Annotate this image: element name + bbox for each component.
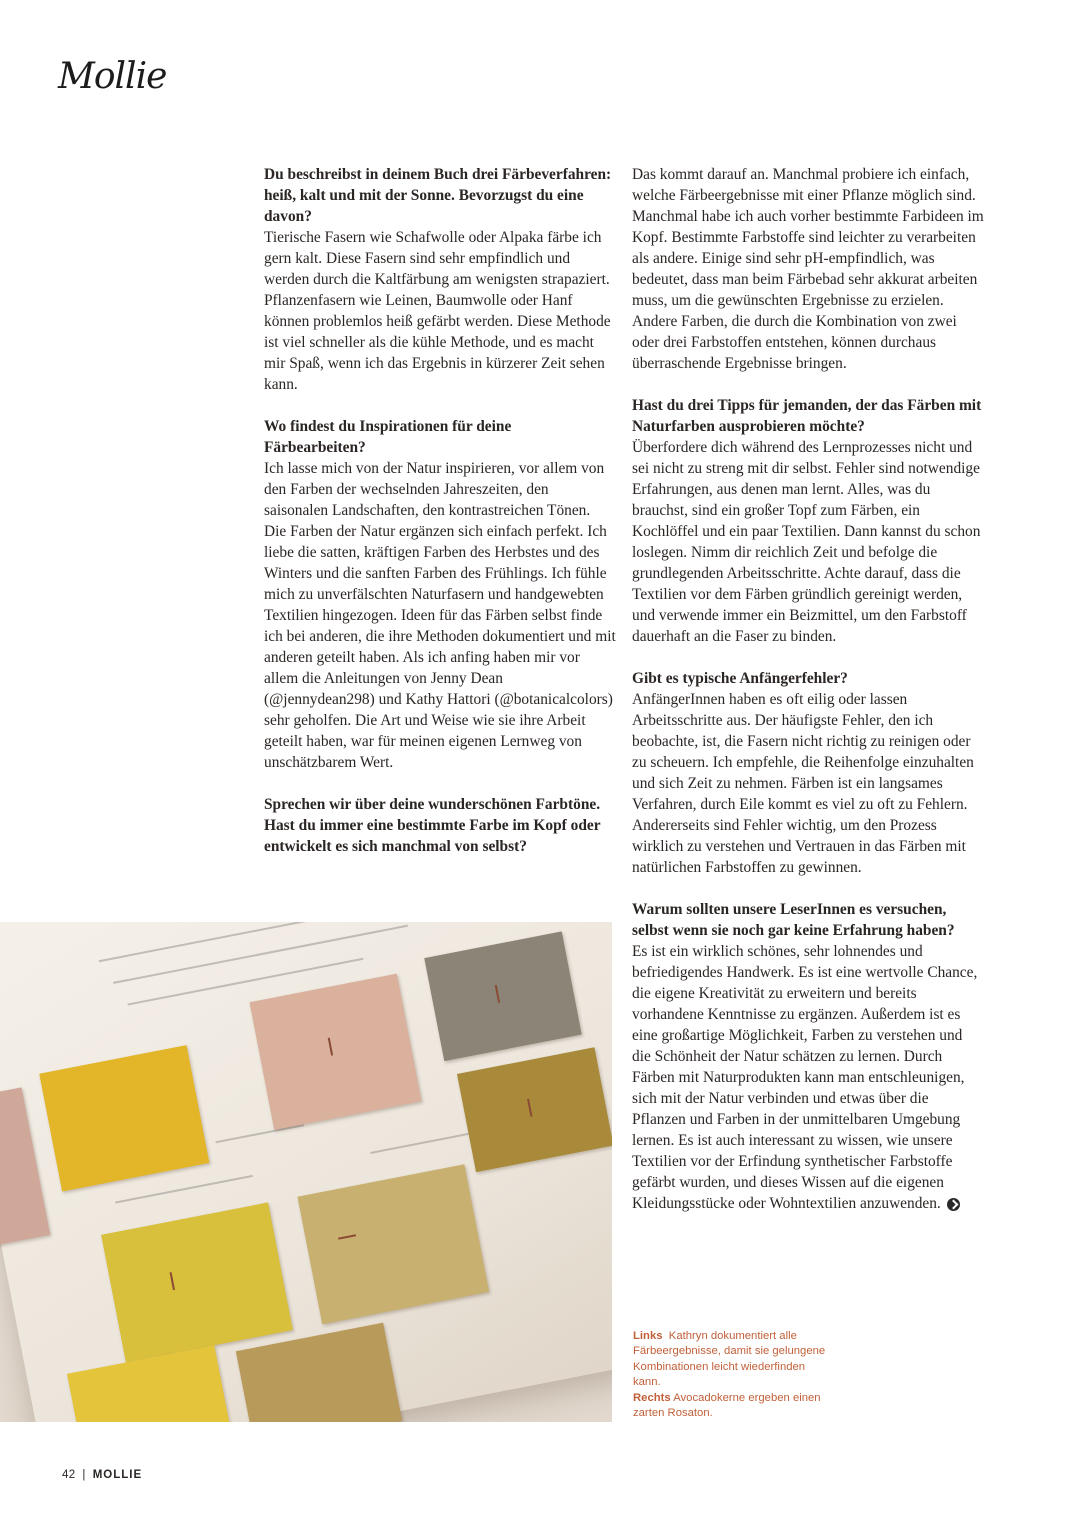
interview-question: Wo findest du Inspirationen für deine Färbearbeiten? xyxy=(264,418,512,456)
caption-text-left: Kathryn dokumentiert alle Färbeergebnisse, damit sie gelungene Kombinationen leicht wiederfinden kann. xyxy=(633,1330,826,1389)
interview-question: Warum sollten unsere LeserInnen es versuchen, selbst wenn sie noch gar keine Erfahrung haben? xyxy=(632,901,955,939)
handwriting-line xyxy=(113,925,408,984)
article-column-right xyxy=(632,164,984,1235)
handwriting-line xyxy=(215,1124,304,1143)
interview-answer: Ich lasse mich von der Natur inspirieren, vor allem von den Farben der wechselnden Jahreszeiten, den saisonalen Landschaften, den kontrastreichen Tönen. Die Farben der Natur ergänzen sich einfach perfekt. Ich liebe die satten, kräftigen Farben des Herbstes und des Winters und die sanften Farben des Frühlings. Ich fühle mich zu unverfälschten Naturfasern und handgewebten Textilien hingezogen. Ideen für das Färben selbst finde ich bei anderen, die ihre Methoden dokumentiert und mit anderen geteilt haben. Als ich anfing haben mir vor allem die Anleitungen von Jenny Dean (@jennydean298) und Kathy Hattori (@botanicalcolors) sehr geholfen. Die Art und Weise wie sie ihre Arbeit geteilt haben, war für meinen eigenen Lernweg von unschätzbarem Wert. xyxy=(264,460,616,771)
interview-answer-text: Es ist ein wirklich schönes, sehr lohnendes und befriedigendes Handwerk. Es ist eine wertvolle Chance, die eigene Kreativität zu erweitern und bereits vorhandene Kenntnisse zu ergänzen. Außerdem ist es eine großartige Möglichkeit, Farben zu verstehen und die Schönheit der Natur schätzen zu lernen. Durch Färben mit Naturprodukten kann man entschleunigen, sich mit der Natur verbinden und etwas über die Pflanzen und Farben in der unmittelbaren Umgebung lernen. Es ist auch interessant zu wissen, wie unsere Textilien vor der Erfindung synthetischer Farbstoffe gefärbt wurden, und dieses Wissen auf die eigenen Kleidungsstücke oder Wohntextilien anzuwenden. xyxy=(632,943,978,1212)
page-footer xyxy=(62,1469,142,1481)
interview-answer: Tierische Fasern wie Schafwolle oder Alpaka färbe ich gern kalt. Diese Fasern sind sehr empfindlich und werden durch die Kaltfärbung am wenigsten strapaziert. Pflanzenfasern wie Leinen, Baumwolle oder Hanf können problemlos heiß gefärbt werden. Diese Methode ist viel schneller als die kühle Methode, und es macht mir Spaß, wenn ich das Ergebnis in kürzerer Zeit sehen kann. xyxy=(264,229,611,393)
open-notebook xyxy=(0,922,612,1422)
footer-magazine-name: MOLLIE xyxy=(92,1469,143,1481)
interview-answer-final xyxy=(632,941,984,1214)
interview-question: Hast du drei Tipps für jemanden, der das Färben mit Naturfarben ausprobieren möchte? xyxy=(632,397,982,435)
magazine-logo: Mollie xyxy=(58,56,167,97)
caption-label-left: Links xyxy=(633,1330,663,1342)
photo-caption xyxy=(633,1329,833,1421)
fabric-swatch xyxy=(236,1323,402,1422)
interview-question: Gibt es typische Anfängerfehler? xyxy=(632,670,848,687)
fabric-swatch xyxy=(101,1202,293,1362)
fabric-swatch xyxy=(67,1345,237,1422)
dye-notebook-photo xyxy=(0,922,612,1422)
interview-answer: Überfordere dich während des Lernprozesses nicht und sei nicht zu streng mit dir selbst. Fehler sind notwendige Erfahrungen, aus denen man lernt. Alles, was du brauchst, sind ein großer Topf zum Färben, ein Kochlöffel und ein paar Textilien. Dann kannst du schon loslegen. Nimm dir reichlich Zeit und befolge die grundlegenden Arbeitsschritte. Achte darauf, dass die Textilien vor dem Färben gründlich gereinigt werden, und verwende immer ein Beizmittel, um den Farbstoff dauerhaft an die Faser zu binden. xyxy=(632,439,981,645)
article-end-icon xyxy=(947,1198,960,1211)
fabric-swatch xyxy=(457,1047,612,1172)
handwriting-line xyxy=(115,1175,253,1204)
interview-answer: AnfängerInnen haben es oft eilig oder lassen Arbeitsschritte aus. Der häufigste Fehler, den ich beobachte, ist, die Fasern nicht richtig zu reinigen oder zu scheuern. Ich empfehle, die Reihenfolge einzuhalten und sich Zeit zu nehmen. Färben ist ein langsames Verfahren, durch Eile kommt es viel zu oft zu Fehlern. Andererseits sind Fehler wichtig, um den Prozess wirklich zu verstehen und Vertrauen in das Färben mit natürlichen Farbstoffen zu gewinnen. xyxy=(632,691,974,876)
interview-answer: Das kommt darauf an. Manchmal probiere ich einfach, welche Färbeergebnisse mit einer Pflanze möglich sind. Manchmal habe ich auch vorher bestimmte Farbideen im Kopf. Bestimmte Farbstoffe sind leichter zu verarbeiten als andere. Einige sind sehr pH-empfindlich, was bedeutet, dass man beim Färbebad sehr akkurat arbeiten muss, um die gewünschten Ergebnisse zu erzielen. Andere Farben, die durch die Kombination von zwei oder drei Farbstoffen entstehen, können durchaus überraschende Ergebnisse bringen. xyxy=(632,166,984,372)
fabric-swatch xyxy=(297,1164,489,1324)
footer-separator: | xyxy=(82,1469,86,1481)
interview-question: Sprechen wir über deine wunderschönen Farbtöne. Hast du immer eine bestimmte Farbe im Kopf oder entwickelt es sich manchmal von selbst? xyxy=(264,796,601,855)
fabric-swatch xyxy=(249,974,421,1130)
fabric-swatch xyxy=(0,1087,50,1255)
fabric-swatch xyxy=(424,931,581,1061)
caption-label-right: Rechts xyxy=(633,1391,671,1404)
article-column-left xyxy=(264,164,616,857)
page-number: 42 xyxy=(62,1469,76,1481)
interview-question: Du beschreibst in deinem Buch drei Färbeverfahren: heiß, kalt und mit der Sonne. Bevorzugst du eine davon? xyxy=(264,166,612,225)
caption-text-right: Avocadokerne ergeben einen zarten Rosaton. xyxy=(633,1391,821,1420)
fabric-swatch xyxy=(39,1045,209,1191)
